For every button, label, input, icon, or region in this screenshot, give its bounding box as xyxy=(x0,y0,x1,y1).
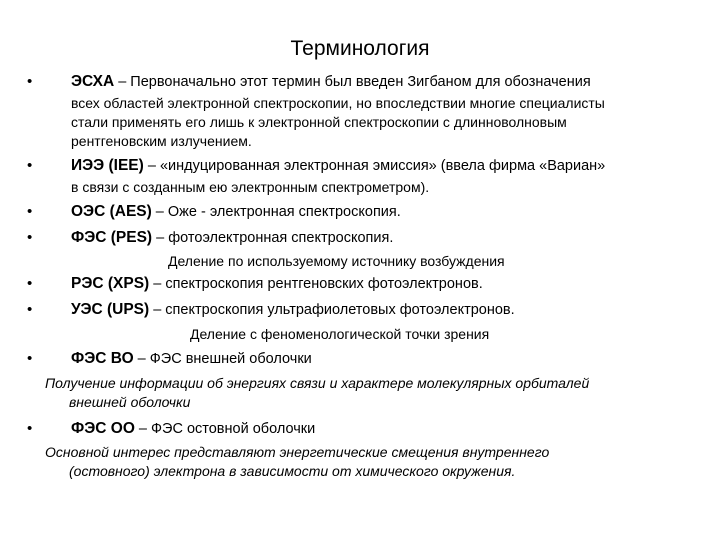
bullet: • xyxy=(27,157,33,174)
term: ЭСХА xyxy=(71,73,115,90)
term-separator: – xyxy=(114,74,131,90)
term-description: ФЭС внешней оболочки xyxy=(149,351,312,367)
term-separator: – xyxy=(134,421,151,437)
item-text xyxy=(71,72,701,92)
term: ФЭС (PES) xyxy=(71,229,153,246)
term-description: Первоначально этот термин был введен Зигбаном для обозначения xyxy=(130,74,591,90)
item-text xyxy=(71,349,701,369)
bullet: • xyxy=(27,420,33,437)
term: ФЭС ОО xyxy=(71,420,135,437)
bullet: • xyxy=(27,350,33,367)
note-core-shell xyxy=(46,443,666,481)
bullet: • xyxy=(27,229,33,246)
term-description: «индуцированная электронная эмиссия» (ввела фирма «Вариан» xyxy=(159,158,606,174)
term-description-continuation: в связи с созданным ею электронным спектрометром). xyxy=(71,179,430,195)
term: ОЭС (AES) xyxy=(71,203,152,220)
term-separator: – xyxy=(152,230,169,246)
term: РЭС (XPS) xyxy=(71,275,150,292)
term-separator: – xyxy=(133,351,150,367)
term-description: спектроскопия рентгеновских фотоэлектронов. xyxy=(165,276,483,292)
item-text xyxy=(71,274,701,294)
subheading-phenomenological-text: Деление с феноменологической точки зрения xyxy=(190,326,490,342)
term-description: ФЭС остовной оболочки xyxy=(151,421,316,437)
page-title: Терминология xyxy=(290,37,430,60)
subheading-source xyxy=(168,252,568,270)
item-text xyxy=(71,419,701,439)
term-separator: – xyxy=(143,158,160,174)
item-text xyxy=(71,300,701,320)
note-line: (остовного) электрона в зависимости от химического окружения. xyxy=(69,463,516,479)
term-separator: – xyxy=(151,204,168,220)
note-line: Получение информации об энергиях связи и характере молекулярных орбиталей xyxy=(45,375,590,391)
note-line: внешней оболочки xyxy=(69,394,191,410)
item-text xyxy=(71,156,701,176)
subheading-phenomenological xyxy=(190,325,590,343)
item-text xyxy=(71,202,701,222)
note-line: Основной интерес представляют энергетические смещения внутреннего xyxy=(45,444,550,460)
item-text xyxy=(71,228,701,248)
term-description: фотоэлектронная спектроскопия. xyxy=(168,230,394,246)
term-separator: – xyxy=(149,276,166,292)
bullet: • xyxy=(27,73,33,90)
term: УЭС (UPS) xyxy=(71,301,150,318)
term-description: спектроскопия ультрафиолетовых фотоэлектронов. xyxy=(165,302,515,318)
term-separator: – xyxy=(149,302,166,318)
bullet: • xyxy=(27,301,33,318)
subheading-source-text: Деление по используемому источнику возбуждения xyxy=(168,253,505,269)
note-outer-shell xyxy=(46,374,666,412)
term: ФЭС ВО xyxy=(71,350,134,367)
term-description-continuation: всех областей электронной спектроскопии, но впоследствии многие специалисты стали применять его лишь к электронной спектроскопии с длинноволновым рентгеновским излучением. xyxy=(71,95,605,149)
term-description: Оже - электронная спектроскопия. xyxy=(167,204,401,220)
term: ИЭЭ (IEE) xyxy=(71,157,144,174)
bullet: • xyxy=(27,275,33,292)
bullet: • xyxy=(27,203,33,220)
